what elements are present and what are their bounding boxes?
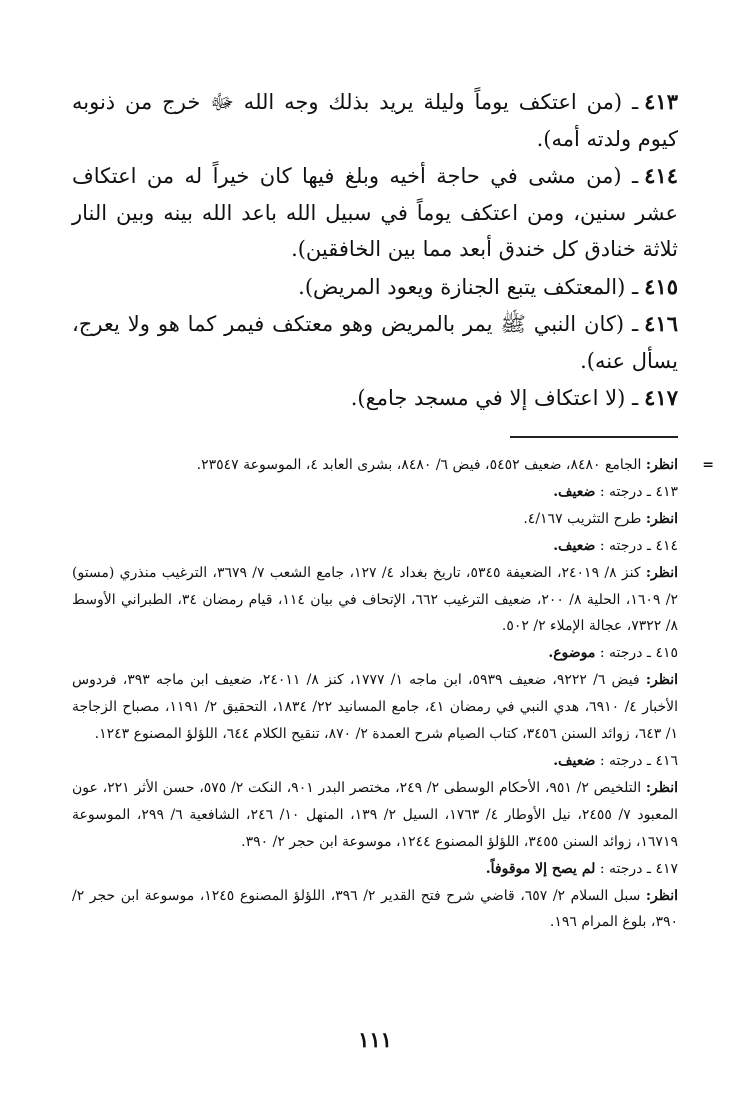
ref-text: الجامع ٨٤٨٠، ضعيف ٥٤٥٢، فيض ٦/ ٨٤٨٠، بشرى العابد ٤، الموسوعة ٢٣٥٤٧. [196, 457, 642, 473]
footnote-separator [510, 436, 678, 438]
footnote-number: ٤١٧ [655, 860, 678, 877]
hadith-dash: ـ [631, 312, 639, 336]
ref-label: انظر: [645, 887, 679, 904]
ref-text: التلخيص ٢/ ٩٥١، الأحكام الوسطى ٢/ ٢٤٩، مختصر البدر ٩٠١، النكت ٢/ ٥٧٥، حسن الأثر ٢٢١، عون المعبود ٧/ ٢٤٥٥، نيل الأوطار ٤/ ١٧٦٣، السيل ٢/ ١٣٩، المنهل ١٠/ ٢٤٦، الشافعية ٦/ ٢٩٩، الموسوعة ١٦٧١٩، زوائد السنن ٣٤٥٥، اللؤلؤ المصنوع ١٢٤٤، موسوعة ابن حجر ٢/ ٣٩٠. [72, 779, 679, 850]
grade-value: ضعيف. [553, 537, 596, 554]
footnote-ref-line [72, 667, 678, 748]
hadith-entry [72, 269, 678, 306]
grade-label: ـ درجته : [599, 537, 651, 554]
footnote-grade-line [72, 533, 678, 560]
hadith-text: (كان النبي ﷺ يمر بالمريض وهو معتكف فيمر كما هو ولا يعرج، يسأل عنه). [72, 312, 678, 373]
grade-label: ـ درجته : [599, 860, 651, 877]
hadith-dash: ـ [632, 386, 639, 410]
hadith-text: (من مشى في حاجة أخيه وبلغ فيها كان خيراً له من اعتكاف عشر سنين، ومن اعتكف يوماً في سبيل الله باعد الله بينه وبين النار ثلاثة خنادق كل خندق أبعد مما بين الخافقين). [72, 164, 678, 261]
footnote-continuation [72, 452, 678, 479]
hadith-entry [72, 158, 678, 268]
hadith-entry [72, 306, 678, 379]
footnote-grade-line [72, 856, 678, 883]
ref-label: انظر: [645, 510, 678, 527]
grade-value: لم يصح إلا موقوفاً. [485, 860, 596, 877]
hadith-list [72, 84, 678, 418]
ref-text: فيض ٦/ ٩٢٢٢، ضعيف ٥٩٣٩، ابن ماجه ١/ ١٧٧٧، كنز ٨/ ٢٤٠١١، ضعيف ابن ماجه ٣٩٣، فردوس الأخبار ٤/ ٦٩١٠، هدي النبي في رمضان ٤١، جامع المسانيد ٢٢/ ١٨٣٤، التحقيق ٢/ ١١٩١، مصباح الزجاجة ١/ ٦٤٣، زوائد السنن ٣٤٥٦، كتاب الصيام شرح العمدة ٢/ ٨٧٠، تنقيح الكلام ٦٤٤، اللؤلؤ المصنوع ١٢٤٣. [72, 672, 679, 743]
ref-label: انظر: [645, 564, 679, 581]
footnote-grade-line [72, 748, 678, 775]
ref-label: انظر: [645, 779, 679, 796]
footnote-grade-line [72, 479, 678, 506]
grade-label: ـ درجته : [599, 483, 651, 500]
hadith-number: ٤١٣ [644, 89, 678, 114]
grade-value: موضوع. [548, 645, 596, 662]
hadith-number: ٤١٤ [644, 163, 678, 188]
grade-value: ضعيف. [553, 483, 596, 500]
footnote-number: ٤١٦ [655, 752, 678, 769]
ref-text: سبل السلام ٢/ ٦٥٧، قاضي شرح فتح القدير ٢/ ٣٩٦، اللؤلؤ المصنوع ١٢٤٥، موسوعة ابن حجر ٢/ ٣٩٠، بلوغ المرام ١٩٦. [72, 887, 678, 931]
hadith-text: (لا اعتكاف إلا في مسجد جامع). [350, 386, 626, 410]
footnote-ref-line [72, 883, 678, 937]
footnote-ref-line [72, 506, 678, 533]
hadith-number: ٤١٦ [644, 311, 678, 336]
hadith-entry [72, 84, 678, 157]
ref-label: انظر: [645, 672, 678, 689]
hadith-text: (من اعتكف يوماً وليلة يريد بذلك وجه الله ﷻ خرج من ذنوبه كيوم ولدته أمه). [72, 90, 678, 151]
grade-value: ضعيف. [553, 752, 596, 769]
ref-text: كنز ٨/ ٢٤٠١٩، الضعيفة ٥٣٤٥، تاريخ بغداد ٤/ ١٢٧، جامع الشعب ٧/ ٣٦٧٩، الترغيب منذري (مستو) ٢/ ١٦٠٩، الحلية ٨/ ٢٠٠، ضعيف الترغيب ٦٦٢، الإتحاف في بيان ١١٤، قيام رمضان ٣٤، الطبراني الأوسط ٨/ ٧٣٢٢، عجالة الإملاء ٢/ ٥٠٢. [72, 564, 678, 635]
footnote-number: ٤١٣ [655, 483, 678, 500]
ref-label: انظر: [645, 457, 678, 473]
hadith-entry [72, 380, 678, 417]
footnote-ref-line [72, 560, 678, 641]
hadith-number: ٤١٧ [644, 385, 678, 410]
footnote-grade-line [72, 640, 678, 667]
hadith-text: (المعتكف يتبع الجنازة ويعود المريض). [298, 274, 626, 299]
footnote-number: ٤١٤ [655, 537, 678, 554]
grade-label: ـ درجته : [599, 752, 651, 769]
footnote-ref-line [72, 775, 678, 856]
grade-label: ـ درجته : [599, 645, 651, 662]
page-number: ١١١ [358, 1027, 392, 1052]
footnote-number: ٤١٥ [655, 645, 678, 662]
hadith-number: ٤١٥ [644, 273, 678, 299]
hadith-dash: ـ [632, 274, 639, 299]
ref-text: طرح التثريب ٤/١٦٧. [523, 510, 642, 527]
continuation-mark: = [702, 457, 714, 473]
hadith-dash: ـ [632, 90, 639, 114]
footnotes [72, 452, 714, 936]
hadith-dash: ـ [632, 164, 639, 188]
